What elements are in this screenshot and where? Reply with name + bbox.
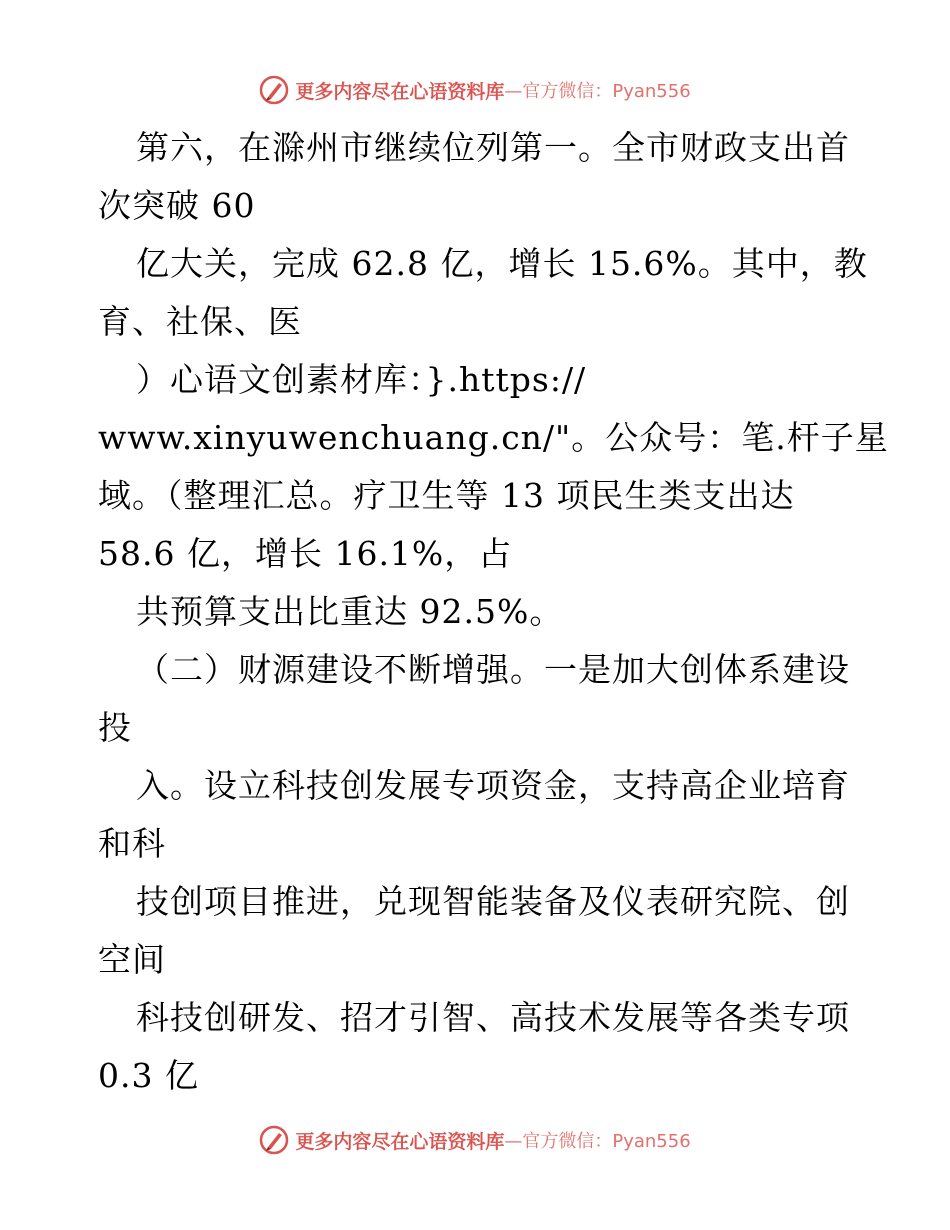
text-line: 次突破 60 [98, 186, 256, 225]
text-line: 0.3 亿 [98, 1056, 199, 1095]
text-line: www.xinyuwenchuang.cn/"。公众号：笔.杆子星 [98, 418, 889, 457]
header-banner [0, 70, 950, 110]
text-line: 亿大关，完成 62.8 亿，增长 15.6%。其中，教 [136, 244, 868, 283]
header-banner-wechat: —官方微信：Pyan556 [504, 81, 691, 102]
quill-pen-logo-icon [259, 75, 289, 105]
text-line: 第六，在滁州市继续位列第一。全市财政支出首 [136, 128, 850, 167]
text-line: ）心语文创素材库：}.https:// [136, 360, 587, 399]
text-line: 和科 [98, 824, 166, 863]
text-line: 入。设立科技创发展专项资金，支持高企业培育 [136, 766, 850, 805]
text-line: 空间 [98, 940, 166, 979]
footer-banner-text: 更多内容尽在心语资料库 [295, 1130, 505, 1153]
quill-pen-logo-icon [259, 1125, 289, 1155]
text-line: （二）财源建设不断增强。一是加大创体系建设 [136, 650, 850, 689]
text-line: 育、社保、医 [98, 302, 302, 341]
text-line: 共预算支出比重达 92.5%。 [136, 592, 564, 631]
footer-banner [0, 1120, 950, 1160]
text-line: 技创项目推进，兑现智能装备及仪表研究院、创 [136, 882, 850, 921]
footer-banner-wechat: —官方微信：Pyan556 [504, 1131, 691, 1152]
header-banner-text: 更多内容尽在心语资料库 [295, 80, 505, 103]
text-line: 58.6 亿，增长 16.1%，占 [98, 534, 513, 573]
text-line: 域。（整理汇总。疗卫生等 13 项民生类支出达 [98, 476, 795, 515]
text-line: 投 [98, 708, 132, 747]
text-line: 科技创研发、招才引智、高技术发展等各类专项 [136, 998, 850, 1037]
